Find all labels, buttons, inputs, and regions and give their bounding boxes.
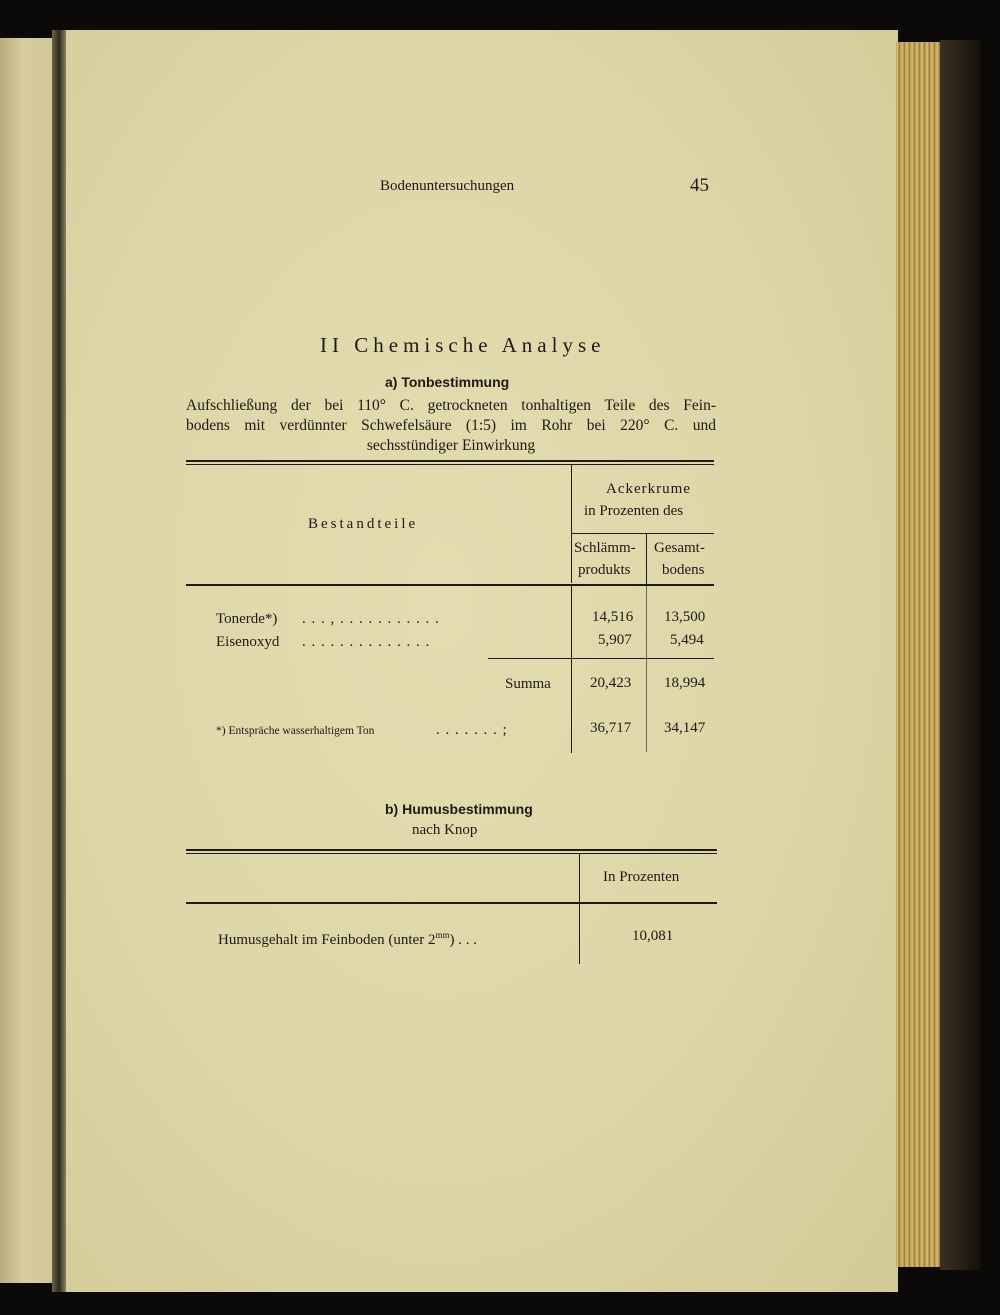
part-a-description [186, 396, 716, 456]
table-b-vrule [579, 854, 580, 902]
description-line: Aufschließung der bei 110° C. getrockneten tonhaltigen Teile des Fein- [186, 397, 716, 414]
table-row-dots: . . . , . . . . . . . . . . . [302, 611, 440, 627]
table-a-vrule-body [571, 586, 572, 658]
table-row-label: Tonerde*) [216, 611, 278, 627]
running-title: Bodenuntersuchungen [380, 178, 515, 194]
humus-row-label [218, 930, 477, 949]
column-header-bestandteile: Bestandteile [308, 516, 419, 532]
sum-label: Summa [505, 676, 551, 692]
column-header-produkts: produkts [578, 562, 631, 578]
part-b-subtitle: nach Knop [412, 822, 478, 838]
part-b-title: b) Humusbestimmung [385, 801, 533, 817]
table-row-label: Eisenoxyd [216, 634, 280, 650]
table-cell-value: 5,907 [598, 632, 632, 648]
column-header-gesamt: Gesamt- [654, 540, 705, 556]
table-a-top-rule-thin [186, 464, 714, 465]
section-title: II Chemische Analyse [320, 333, 606, 357]
humus-label-suffix: ) . . . [449, 932, 477, 948]
table-cell-value: 14,516 [592, 609, 634, 625]
footnote-value: 36,717 [590, 720, 632, 736]
footnote-dots: . . . . . . . ; [436, 722, 508, 738]
table-a-subhead-rule [572, 533, 714, 534]
page-number: 45 [690, 175, 709, 196]
description-line: bodens mit verdünnter Schwefelsäure (1:5) im Rohr bei 220° C. und [186, 417, 716, 434]
description-line: sechsstündiger Einwirkung [366, 437, 536, 454]
table-row-dots: . . . . . . . . . . . . . . [302, 634, 431, 650]
book-gutter [52, 30, 66, 1292]
footnote-label: *) Entspräche wasserhaltigem Ton [216, 725, 375, 737]
column-header-schlaemm: Schlämm- [574, 540, 636, 556]
table-a-vrule-sum [571, 659, 572, 753]
book-page [64, 30, 898, 1292]
column-header-bodens: bodens [662, 562, 705, 578]
table-b-top-rule-thin [186, 853, 717, 854]
table-a-top-rule [186, 460, 714, 462]
column-header-in-prozenten: In Prozenten [603, 869, 680, 885]
humus-value: 10,081 [632, 928, 674, 944]
table-b-vrule-body [579, 904, 580, 964]
table-a-head-rule [186, 584, 714, 586]
group-header-prozenten: in Prozenten des [584, 503, 684, 519]
table-cell-value: 5,494 [670, 632, 704, 648]
table-a-vrule-mid [646, 534, 647, 584]
left-page-edge [0, 38, 58, 1283]
part-a-title: a) Tonbestimmung [385, 374, 510, 390]
table-b-head-rule [186, 902, 717, 904]
table-b-top-rule [186, 849, 717, 851]
group-header-ackerkrume: Ackerkrume [606, 481, 691, 497]
book-cover-shadow [940, 40, 980, 1270]
footnote-value: 34,147 [664, 720, 706, 736]
sum-value: 20,423 [590, 675, 632, 691]
table-a-sum-rule [488, 658, 714, 659]
table-a-vrule-body-mid [646, 586, 647, 752]
humus-label-unit: mm [435, 930, 450, 940]
humus-label-text: Humusgehalt im Feinboden (unter 2 [218, 932, 436, 948]
sum-value: 18,994 [664, 675, 706, 691]
table-cell-value: 13,500 [664, 609, 706, 625]
table-a-vrule [571, 465, 572, 583]
